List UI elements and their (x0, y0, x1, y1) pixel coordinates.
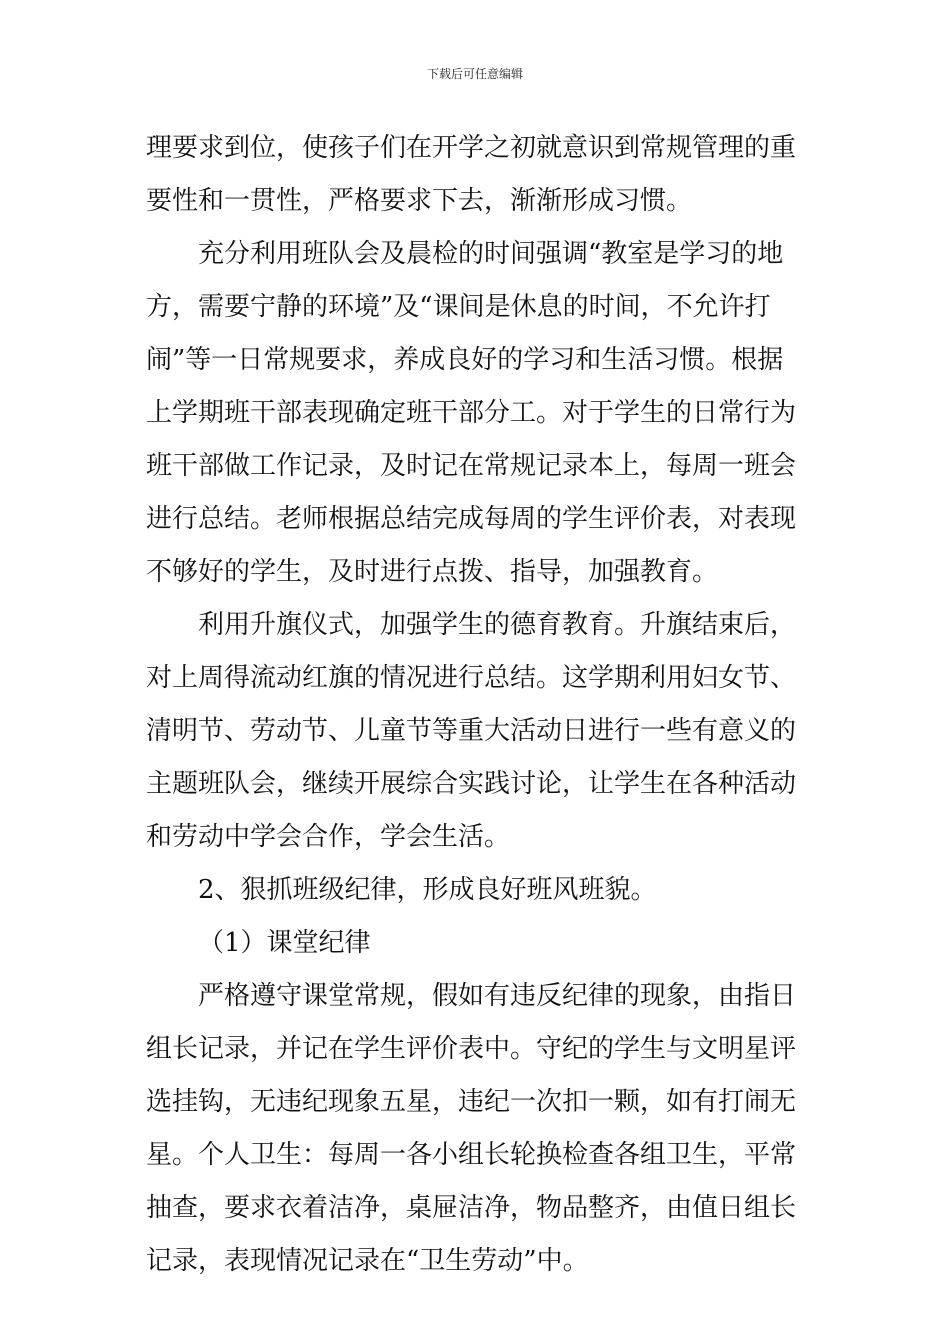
subsection-heading: （1）课堂纪律 (198, 928, 371, 958)
text-line: 和劳动中学会合作，学会生活。 (146, 822, 511, 852)
text-line: 组长记录，并记在学生评价表中。守纪的学生与文明星评 (146, 1034, 797, 1064)
text-line: 理要求到位，使孩子们在开学之初就意识到常规管理的重 (146, 133, 797, 163)
text-line: 方，需要宁静的环境”及“课间是休息的时间，不允许打 (146, 292, 771, 322)
text-line: 充分利用班队会及晨检的时间强调“教室是学习的地 (198, 239, 784, 269)
text-line: 清明节、劳动节、儿童节等重大活动日进行一些有意义的 (146, 716, 797, 746)
text-line: 不够好的学生，及时进行点拨、指导，加强教育。 (146, 557, 719, 587)
text-line: 严格遵守课堂常规，假如有违反纪律的现象，由指日 (198, 981, 797, 1011)
text-line: 星。个人卫生：每周一各小组长轮换检查各组卫生，平常 (146, 1140, 797, 1170)
text-line: 选挂钩，无违纪现象五星，违纪一次扣一颗，如有打闹无 (146, 1087, 797, 1117)
text-line: 闹”等一日常规要求，养成良好的学习和生活习惯。根据 (146, 345, 784, 375)
text-line: 主题班队会，继续开展综合实践讨论，让学生在各种活动 (146, 769, 797, 799)
text-line: 要性和一贯性，严格要求下去，渐渐形成习惯。 (146, 186, 693, 216)
text-line: 上学期班干部表现确定班干部分工。对于学生的日常行为 (146, 398, 797, 428)
document-body (146, 122, 810, 1288)
section-heading: 2、狠抓班级纪律，形成良好班风班貌。 (198, 875, 657, 905)
text-line: 记录，表现情况记录在“卫生劳动”中。 (146, 1246, 589, 1276)
text-line: 抽查，要求衣着洁净，桌屉洁净，物品整齐，由值日组长 (146, 1193, 797, 1223)
text-line: 对上周得流动红旗的情况进行总结。这学期利用妇女节、 (146, 663, 797, 693)
text-line: 利用升旗仪式，加强学生的德育教育。升旗结束后， (198, 610, 797, 640)
text-line: 班干部做工作记录，及时记在常规记录本上，每周一班会 (146, 451, 797, 481)
text-line: 进行总结。老师根据总结完成每周的学生评价表，对表现 (146, 504, 797, 534)
page-header: 下载后可任意编辑 (426, 67, 523, 81)
